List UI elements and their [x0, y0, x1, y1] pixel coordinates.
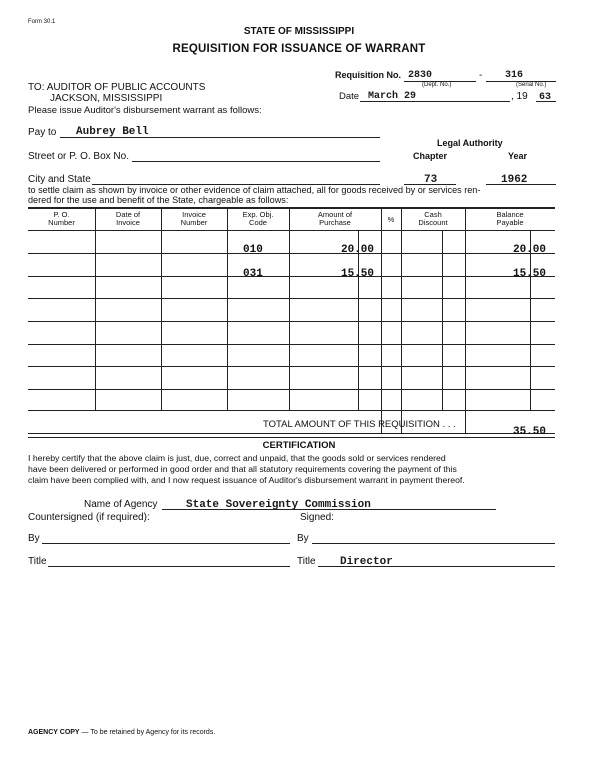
agency-copy-text: — To be retained by Agency for its records. — [79, 729, 216, 736]
settle-text-line1: to settle claim as shown by invoice or other evidence of claim attached, all for goods received by or services ren- — [28, 185, 481, 195]
row-balance: 20.00 — [512, 244, 546, 256]
requisition-label: Requisition No. — [335, 70, 401, 80]
form-title: REQUISITION FOR ISSUANCE OF WARRANT — [172, 43, 426, 55]
instruction-text: Please issue Auditor's disbursement warrant as follows: — [28, 105, 262, 116]
title-label-right: Title — [297, 556, 316, 567]
date-value[interactable]: March 29 — [368, 91, 417, 102]
certification-line3: claim have been complied with, and I now request issuance of Auditor's disbursement warrant in payment thereof. — [28, 475, 465, 485]
serial-number-label: (Serial No.) — [516, 82, 547, 88]
pay-to-value[interactable]: Aubrey Bell — [76, 126, 149, 138]
chapter-label: Chapter — [413, 151, 448, 161]
total-label: TOTAL AMOUNT OF THIS REQUISITION . . . — [263, 419, 456, 430]
date-year[interactable]: 63 — [539, 92, 552, 103]
state-heading: STATE OF MISSISSIPPI — [243, 26, 355, 37]
col-date-invoice: Date of Invoice — [115, 210, 141, 227]
certification-heading: CERTIFICATION — [262, 440, 336, 451]
col-po: P. O. Number — [48, 210, 75, 227]
title-label-left: Title — [28, 556, 47, 567]
row-amount: 20.00 — [340, 244, 374, 256]
title-value-right[interactable]: Director — [340, 556, 393, 568]
col-cash-discount: Cash Discount — [418, 210, 448, 227]
footer-note — [28, 729, 215, 736]
col-percent: % — [387, 215, 395, 224]
requisition-number[interactable]: 2830 — [408, 70, 433, 81]
by-label-left: By — [28, 533, 40, 544]
legal-authority-heading: Legal Authority — [437, 138, 503, 148]
year-label: Year — [508, 151, 528, 161]
certification-line2: have been delivered or performed in good order and that all statutory requirements covering the payment of this — [28, 464, 457, 474]
dept-number[interactable]: 316 — [505, 70, 524, 81]
year-value[interactable]: 1962 — [501, 174, 528, 186]
pay-to-label: Pay to — [28, 127, 57, 138]
col-amount: Amount of Purchase — [317, 210, 353, 227]
settle-text-line2: dered for the use and benefit of the State, chargeable as follows: — [28, 195, 289, 205]
col-invoice-number: Invoice Number — [180, 210, 208, 227]
date-label: Date — [339, 91, 360, 102]
form-number: Form 30.1 — [28, 19, 56, 25]
addressee-line2: JACKSON, MISSISSIPPI — [50, 93, 163, 104]
agency-copy-label: AGENCY COPY — [28, 729, 80, 736]
countersigned-label: Countersigned (if required): — [28, 512, 150, 523]
dept-number-label: (Dept. No.) — [422, 82, 452, 88]
addressee-line1: TO: AUDITOR OF PUBLIC ACCOUNTS — [28, 82, 206, 93]
agency-value[interactable]: State Sovereignty Commission — [186, 499, 371, 511]
certification-line1: I hereby certify that the above claim is just, due, correct and unpaid, that the goods sold or services rendered — [28, 453, 446, 463]
signed-label: Signed: — [300, 512, 334, 523]
street-label: Street or P. O. Box No. — [28, 151, 129, 162]
row-exp-code: 010 — [243, 244, 263, 256]
date-year-prefix: , 19 — [511, 91, 528, 102]
by-label-right: By — [297, 533, 309, 544]
agency-label: Name of Agency — [84, 499, 158, 510]
city-state-label: City and State — [28, 174, 91, 185]
col-exp-obj-code: Exp. Obj. Code — [242, 210, 274, 227]
row-exp-code: 031 — [243, 268, 263, 280]
total-value: 35.50 — [512, 426, 546, 438]
chapter-value[interactable]: 73 — [424, 174, 438, 186]
row-balance: 15.50 — [512, 268, 546, 280]
row-amount: 15.50 — [340, 268, 374, 280]
col-balance: Balance Payable — [496, 210, 524, 227]
